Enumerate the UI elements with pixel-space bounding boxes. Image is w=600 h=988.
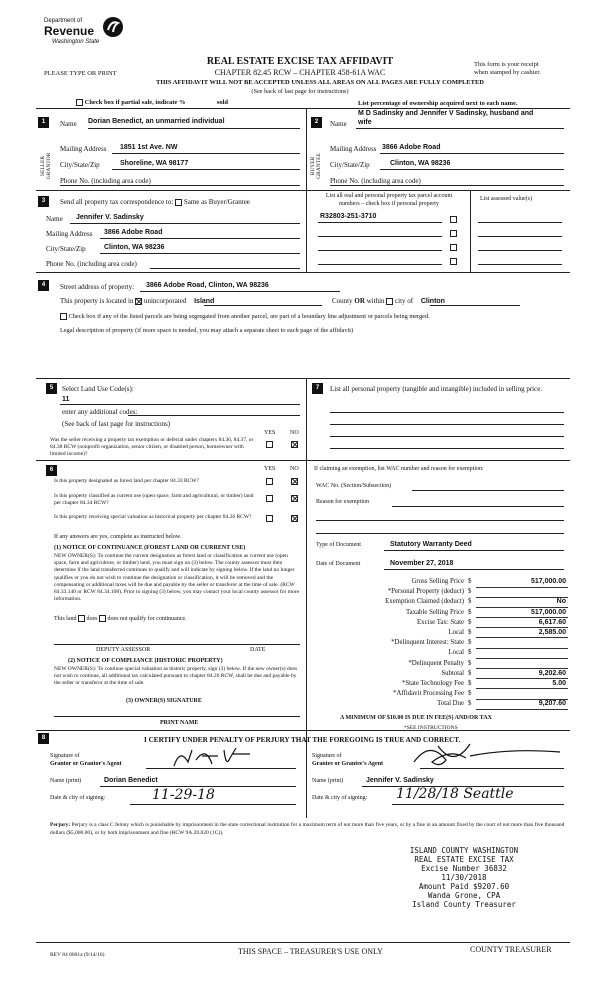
tax-row-label: Exemption Claimed (deduct)	[385, 598, 464, 606]
doc-date-label: Date of Document	[316, 561, 361, 567]
forest-q2: Is this property classified as current use (open space, farm and agricultural, or timber) land per chapter 84.34 RCW?	[54, 493, 254, 506]
exemption-no-checkbox[interactable]	[291, 441, 298, 448]
buyer-name-label: Name	[330, 120, 347, 128]
print-name: PRINT NAME	[160, 720, 199, 726]
reason-label: Reason for exemption	[316, 499, 369, 505]
land-use-label: Select Land Use Code(s):	[62, 385, 134, 393]
forest-q1-no-checkbox[interactable]	[291, 478, 298, 485]
form-revision: REV 84 0001a (9/14/16)	[50, 952, 105, 958]
within-city-checkbox[interactable]	[386, 298, 393, 305]
receipt-note-2: when stamped by cashier.	[474, 69, 541, 76]
tax-row	[316, 598, 572, 608]
form-subtitle: CHAPTER 82.45 RCW – CHAPTER 458-61A WAC	[214, 68, 386, 77]
treasurer-space: THIS SPACE – TREASURER'S USE ONLY	[238, 947, 383, 956]
section-7-marker: 7	[312, 383, 323, 394]
correspondence-row	[60, 198, 250, 206]
tax-row-label: Taxable Selling Price	[405, 608, 464, 616]
street-address: 3866 Adobe Road, Clinton, WA 98236	[146, 282, 269, 289]
tax-row	[316, 619, 572, 629]
forest-q2-no-checkbox[interactable]	[291, 495, 298, 502]
grantor-date: 11-29-18	[152, 787, 215, 803]
tax-row-label: Local	[448, 628, 464, 636]
this-land-label: This land	[54, 615, 77, 622]
city-of-label: city of	[395, 297, 414, 305]
buyer-phone-label: Phone No. (including area code)	[330, 177, 421, 185]
tax-row-currency: $	[468, 700, 472, 708]
tax-row-value: 5.00	[552, 679, 566, 687]
tax-row	[316, 649, 572, 659]
forest-q1: Is this property designated as forest land per chapter 84.33 RCW?	[54, 478, 199, 484]
buyer-city-label: City/State/Zip	[330, 161, 370, 169]
forest-if-yes: If any answers are yes, complete as instructed below.	[54, 534, 182, 540]
forest-no: NO	[290, 466, 299, 472]
parcels-header-1: List all real and personal property tax parcel account	[325, 193, 453, 199]
tax-row-currency: $	[468, 649, 472, 657]
sold-label: sold	[216, 99, 229, 106]
buyer-name-line2: wife	[358, 119, 372, 126]
section-2-marker: 2	[311, 117, 322, 128]
correspondence-label: Send all property tax correspondence to:	[60, 198, 174, 206]
tax-row-label: Total Due	[437, 700, 464, 708]
tax-row-currency: $	[468, 578, 472, 585]
doc-date: November 27, 2018	[390, 560, 454, 567]
segregated-checkbox[interactable]	[60, 313, 67, 320]
parcel-1-checkbox[interactable]	[450, 216, 457, 223]
tax-row	[316, 629, 572, 639]
notice2-text: NEW OWNER(S): To continue special valuation as historic property, sign (3) below. If the new owner(s) does not wish to continue, all additional tax calculated pursuant to chapter 84.26 RCW, shall be due and payable by the seller or transferor at the time of sale.	[54, 666, 298, 687]
receipt-note-1: This form is your receipt	[474, 61, 539, 68]
perjury-label: Perjury:	[50, 822, 71, 828]
section-1-marker: 1	[38, 117, 49, 128]
does-not-checkbox[interactable]	[99, 615, 106, 622]
tax-row-label: Local	[448, 649, 464, 657]
tax-row	[316, 660, 572, 670]
exemption-yes-checkbox[interactable]	[266, 441, 273, 448]
location-row	[60, 297, 214, 305]
notice1-text: NEW OWNER(S): To continue the current designation as forest land or classification as current use (open space, farm and agriculture, or timber) land, you must sign on (3) below. The county assessor must then determine if the land transferred continues to qualify and will indicate by signing below. If the land no longer qualifies or you do not wish to continue the designation or classification, it will be removed and the compensating or additional taxes will be due and payable by the seller or transferor at the time of sale. (RCW 84.33.140 or RCW 84.34.108). Prior to signing (3) below, you may contact your local county assessor for more information.	[54, 553, 300, 603]
grantee-name-label: Name (print)	[312, 778, 344, 784]
perjury-text: Perjury is a class C felony which is punishable by imprisonment in the state correctional institution for a maximum term of not more than five years, or by a fine in an amount fixed by the court of not more than five thousand dollars ($5,000.00), or by both imprisonment and fine (RCW 9A.20.020 (1C)).	[50, 822, 565, 836]
personal-property-label: List all personal property (tangible and intangible) included in selling price.	[330, 385, 543, 393]
grantee-name: Jennifer V. Sadinsky	[366, 777, 434, 784]
seller-city-label: City/State/Zip	[60, 161, 100, 169]
owner-signature: (3) OWNER(S) SIGNATURE	[126, 698, 202, 704]
this-land-row	[54, 615, 187, 622]
section-6-marker: 6	[46, 465, 57, 476]
partial-sale-label: Check box if partial sale, indicate %	[84, 99, 186, 106]
deputy-date: DATE	[250, 647, 266, 653]
grantor-name: Dorian Benedict	[104, 777, 158, 784]
tax-row-value: 517,000.00	[530, 578, 566, 585]
property-city: Clinton	[420, 298, 445, 305]
seller-name: Dorian Benedict, an unmarried individual	[88, 118, 225, 125]
stamp-line3: Excise Number 36832	[421, 864, 507, 873]
tax-row-label: Excise Tax: State	[417, 618, 464, 626]
logo-dept-line3: Washington State	[52, 39, 100, 45]
corr-name: Jennifer V. Sadinsky	[76, 214, 144, 221]
section-3-marker: 3	[38, 196, 49, 207]
does-checkbox[interactable]	[78, 615, 85, 622]
logo-dept-line1: Department of	[44, 18, 83, 24]
legal-label: Legal description of property (if more space is needed, you may attach a separate sheet to each page of the affidavit)	[60, 327, 354, 334]
same-as-buyer-label: Same as Buyer/Grantee	[183, 198, 250, 206]
see-instructions: *SEE INSTRUCTIONS	[404, 725, 458, 731]
forest-q1-yes-checkbox[interactable]	[266, 478, 273, 485]
revenue-swirl-icon	[102, 16, 124, 38]
tax-row	[316, 690, 572, 700]
land-use-yes: YES	[264, 430, 276, 436]
exemption-question: Was the seller receiving a property tax exemption or deferral under chapters 84.36, 84.37, or 84.38 RCW (nonprofit organization, senior citizen, or disabled person, homeowner with limited income)?	[50, 437, 254, 457]
unincorporated-label: unincorporated	[143, 297, 187, 305]
form-warning: THIS AFFIDAVIT WILL NOT BE ACCEPTED UNLESS ALL AREAS ON ALL PAGES ARE FULLY COMPLETED	[156, 79, 484, 86]
tax-row	[316, 700, 572, 710]
street-label: Street address of property:	[60, 283, 135, 291]
doc-type: Statutory Warranty Deed	[390, 541, 472, 548]
additional-codes-label: enter any additional codes:	[62, 408, 138, 416]
county-label: County	[332, 297, 353, 305]
parcel-3-checkbox[interactable]	[450, 244, 457, 251]
buyer-side-label: BUYER GRANTEE	[310, 153, 322, 179]
tax-row-label: *Delinquent Penalty	[408, 659, 464, 667]
same-as-buyer-checkbox[interactable]	[175, 199, 182, 206]
forest-q2-yes-checkbox[interactable]	[266, 495, 273, 502]
buyer-city: Clinton, WA 98236	[390, 160, 451, 167]
forest-q3-yes-checkbox[interactable]	[266, 515, 273, 522]
tax-row-currency: $	[468, 628, 472, 636]
tax-row-value: 9,207.60	[538, 700, 566, 708]
county-or-row	[332, 297, 445, 305]
exemption-label: If claiming an exemption, list WAC number and reason for exemption:	[314, 466, 484, 472]
tax-row-value: No	[556, 598, 566, 606]
within-label: within	[366, 297, 385, 305]
county-treasurer: COUNTY TREASURER	[470, 945, 552, 954]
tax-row-label: *Affidavit Processing Fee	[393, 690, 464, 698]
buyer-address-label: Mailing Address	[330, 145, 377, 153]
tax-row-label: *Delinquent Interest: State	[391, 639, 464, 647]
tax-row-label: Subtotal	[441, 669, 464, 677]
buyer-name-line1: M D Sadinsky and Jennifer V Sadinsky, husband and	[358, 110, 534, 117]
tax-table	[316, 578, 572, 710]
partial-sale-checkbox[interactable]	[76, 99, 83, 106]
grantor-signature	[166, 744, 266, 770]
stamp-line7: Island County Treasurer	[412, 900, 516, 909]
land-use-no: NO	[290, 430, 299, 436]
parcel-2-checkbox[interactable]	[450, 230, 457, 237]
forest-yes: YES	[264, 466, 276, 472]
stamp-line1: ISLAND COUNTY WASHINGTON	[409, 846, 519, 855]
tax-row-currency: $	[468, 639, 472, 647]
segregated-label: Check box if any of the listed parcels are being segregated from another parcel, are part of a boundary line adjustment or parcels being merged.	[68, 313, 430, 320]
forest-q3: Is this property receiving special valuation as historical property per chapter 84.26 RCW?	[54, 514, 252, 520]
tax-row	[316, 680, 572, 690]
treasurer-stamp	[374, 846, 554, 909]
notice1-title: (1) NOTICE OF CONTINUANCE (FOREST LAND OR CURRENT USE)	[54, 545, 246, 551]
stamp-line2: REAL ESTATE EXCISE TAX	[414, 855, 514, 864]
stamp-line4: 11/30/2018	[441, 873, 487, 882]
parcels-header-2: numbers – check box if personal property	[339, 201, 439, 207]
perjury-statement	[50, 822, 570, 837]
seller-address-label: Mailing Address	[60, 145, 107, 153]
logo-dept-line2: Revenue	[44, 24, 95, 38]
grantee-sig-label-2: Grantee or Grantee's Agent	[312, 761, 384, 767]
tax-row-label: Gross Selling Price	[411, 578, 464, 585]
minimum-note: A MINIMUM OF $10.00 IS DUE IN FEE(S) AND/OR TAX	[340, 715, 492, 721]
section-4-marker: 4	[38, 280, 49, 291]
tax-row-value: 2,585.00	[538, 628, 566, 636]
seller-city: Shoreline, WA 98177	[120, 160, 189, 167]
tax-row-currency: $	[468, 618, 472, 626]
does-label: does	[86, 615, 98, 622]
corr-name-label: Name	[46, 215, 63, 223]
tax-row-currency: $	[468, 588, 472, 596]
located-label: This property is located in	[60, 297, 134, 305]
segregated-row	[60, 313, 430, 320]
tax-row	[316, 670, 572, 680]
tax-row-value: 6,617.60	[538, 618, 566, 626]
please-type: PLEASE TYPE OR PRINT	[44, 70, 117, 77]
see-back: (See back of last page for instructions)	[251, 88, 349, 95]
section-8-marker: 8	[38, 733, 49, 744]
land-use-see-back: (See back of last page for instructions)	[62, 420, 171, 428]
grantor-sig-label-1: Signature of	[50, 753, 80, 759]
deputy-assessor: DEPUTY ASSESSOR	[96, 647, 151, 653]
seller-name-label: Name	[60, 120, 77, 128]
seller-address: 1851 1st Ave. NW	[120, 144, 178, 151]
grantor-name-label: Name (print)	[50, 778, 82, 784]
corr-address: 3866 Adobe Road	[104, 229, 163, 236]
forest-q3-no-checkbox[interactable]	[291, 515, 298, 522]
grantor-sig-label-2: Grantor or Grantor's Agent	[50, 761, 122, 767]
stamp-line5: Amount Paid $9207.60	[418, 882, 510, 891]
tax-row-value: 517,000.00	[530, 608, 566, 616]
does-not-label: does not qualify for continuance.	[107, 615, 187, 622]
seller-phone-label: Phone No. (including area code)	[60, 177, 151, 185]
or-label: OR	[354, 297, 365, 305]
notice2-title: (2) NOTICE OF COMPLIANCE (HISTORIC PROPERTY)	[68, 658, 223, 664]
unincorporated-checkbox[interactable]	[135, 298, 142, 305]
tax-row	[316, 578, 572, 588]
tax-row-label: *Personal Property (deduct)	[387, 588, 464, 596]
tax-row-currency: $	[468, 690, 472, 698]
tax-row-currency: $	[468, 669, 472, 677]
partial-sale-row	[76, 99, 228, 106]
corr-address-label: Mailing Address	[46, 230, 93, 238]
tax-row	[316, 588, 572, 598]
parcel-4-checkbox[interactable]	[450, 258, 457, 265]
grantor-date-label: Date & city of signing:	[50, 795, 106, 801]
certify-text: I CERTIFY UNDER PENALTY OF PERJURY THAT THE FOREGOING IS TRUE AND CORRECT.	[144, 736, 461, 744]
grantee-date: 11/28/18 Seattle	[396, 786, 514, 802]
parcel-1: R32803-251-3710	[320, 213, 377, 220]
tax-row	[316, 639, 572, 649]
section-5-marker: 5	[46, 383, 57, 394]
buyer-address: 3866 Adobe Road	[382, 144, 441, 151]
seller-side-label: SELLER GRANTOR	[40, 152, 52, 180]
doc-type-label: Type of Document	[316, 542, 361, 548]
tax-row-label: *State Technology Fee	[401, 679, 464, 687]
tax-row-currency: $	[468, 598, 472, 606]
corr-city-label: City/State/Zip	[46, 245, 86, 253]
stamp-line6: Wanda Grone, CPA	[427, 891, 501, 900]
grantee-date-label: Date & city of signing:	[312, 795, 368, 801]
corr-city: Clinton, WA 98236	[104, 244, 165, 251]
assessed-label: List assessed value(s)	[480, 196, 532, 202]
corr-phone-label: Phone No. (including area code)	[46, 260, 137, 268]
form-title: REAL ESTATE EXCISE TAX AFFIDAVIT	[206, 56, 394, 67]
land-use-code: 11	[62, 396, 70, 403]
grantee-sig-label-1: Signature of	[312, 753, 342, 759]
ownership-label: List percentage of ownership acquired next to each name.	[358, 100, 518, 107]
tax-row-currency: $	[468, 659, 472, 667]
tax-row-value: 9,202.60	[538, 669, 566, 677]
tax-row	[316, 609, 572, 619]
county-name: Island	[194, 298, 215, 305]
tax-row-currency: $	[468, 608, 472, 616]
wac-label: WAC No. (Section/Subsection)	[316, 483, 392, 489]
tax-row-currency: $	[468, 679, 472, 687]
revenue-logo	[44, 16, 124, 56]
